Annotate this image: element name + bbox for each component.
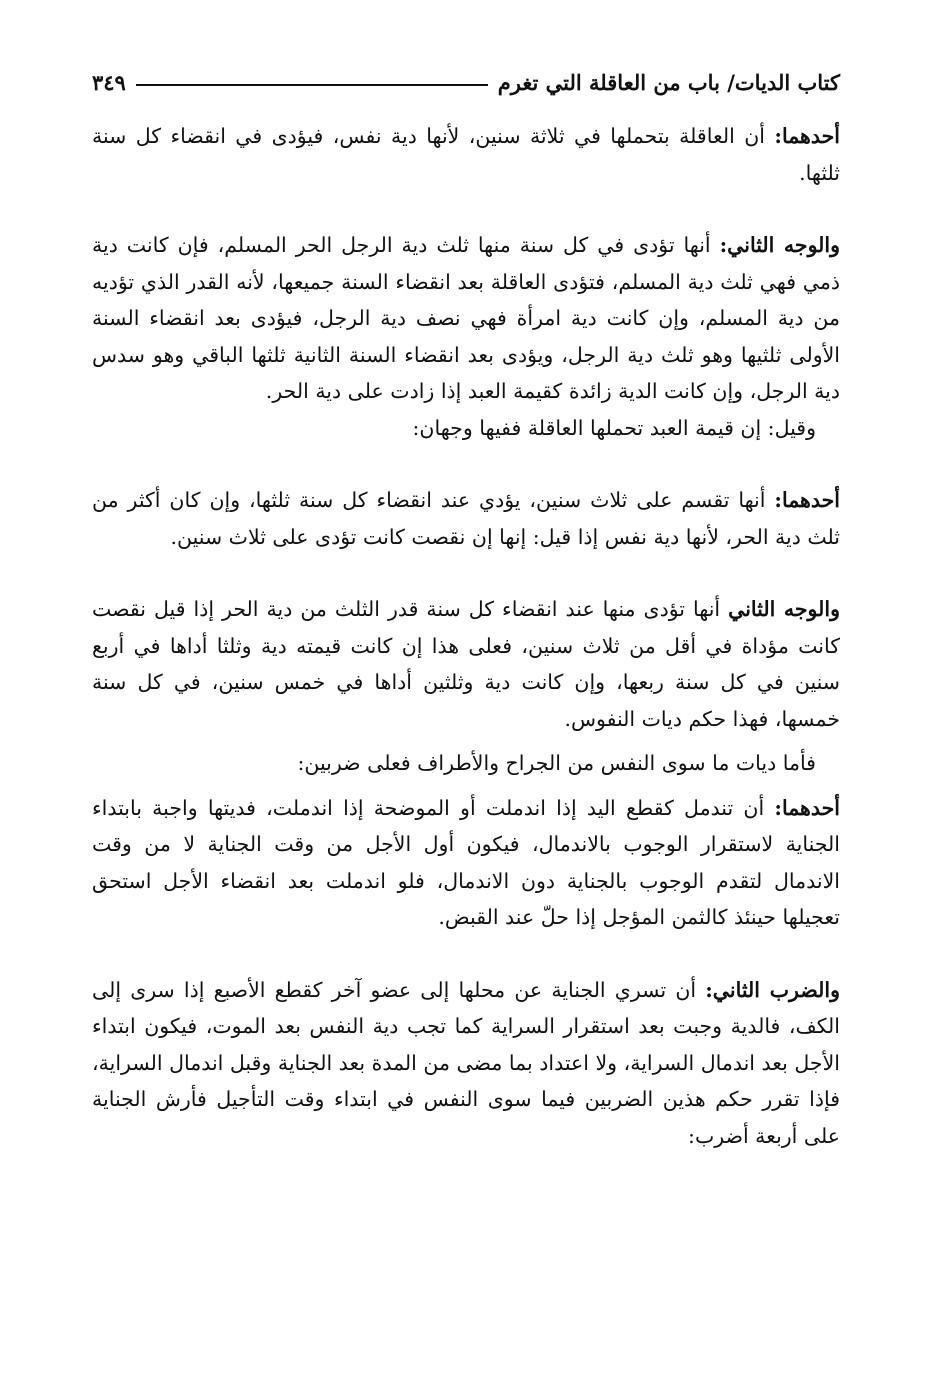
paragraph-text: أن تندمل كقطع اليد إذا اندملت أو الموضحة إذا اندملت، فديتها واجبة بابتداء الجناية لاستقرار الوجوب بالاندمال، فيكون أول الأجل من وقت الجناية لا من وقت الاندمال لتقدم الوجوب بالجناية دون الاندمال، فلو اندملت بعد انقضاء الأجل استحق تعجيلها حينئذ كالثمن المؤجل إذا حلّ عند القبض. [92,795,840,929]
paragraph-text: أن تسري الجناية عن محلها إلى عضو آخر كقطع الأصبع إذا سرى إلى الكف، فالدية وجبت بعد استقرار السراية كما تجب دية النفس بعد الموت، فيكون ابتداء الأجل بعد اندمال السراية، ولا اعتداد بما مضى من المدة بعد الجناية وقبل اندمال السراية، فإذا تقرر حكم هذين الضربين فيما سوى النفس في ابتداء وقت التأجيل فأرش الجناية على أربعة أضرب: [92,977,840,1148]
paragraph-text: أنها تؤدى منها عند انقضاء كل سنة قدر الثلث من دية الحر إذا قيل نقصت كانت مؤداة في أقل من ثلاث سنين، فعلى هذا إن كانت قيمته دية وثلثا أداها في أربع سنين في كل سنة ربعها، وإن كانت دية وثلثين أداها في خمس سنين، في كل سنة خمسها، فهذا حكم ديات النفوس. [92,597,840,731]
running-title: كتاب الديات/ باب من العاقلة التي تغرم [497,69,840,95]
paragraph [92,745,840,782]
paragraph-text: أنها تقسم على ثلاث سنين، يؤدي عند انقضاء كل سنة ثلثها، وإن كان أكثر من ثلث دية الحر، لأنها دية نفس إذا قيل: إنها إن نقصت كانت تؤدى على ثلاث سنين. [92,488,840,549]
header-rule [136,84,488,86]
paragraph-text: أنها تؤدى في كل سنة منها ثلث دية الرجل الحر المسلم، فإن كانت دية ذمي فهي ثلث دية المسلم، فتؤدى العاقلة بعد انقضاء السنة جميعها، لأنه القدر الذي تؤديه من دية المسلم، وإن كانت دية امرأة فهي نصف دية الرجل، فيؤدى بعد انقضاء السنة الأولى ثلثيها وهو ثلث دية الرجل، ويؤدى بعد انقضاء السنة الثانية ثلثها الباقي وهو سدس دية الرجل، وإن كانت الدية زائدة كقيمة العبد إذا زادت على دية الحر. [92,233,840,403]
paragraph-lead: والضرب الثاني: [705,977,840,1002]
paragraph-lead: أحدهما: [774,488,840,512]
body-text [92,118,840,1154]
paragraph-lead: أحدهما: [774,795,840,820]
paragraph-text: فأما ديات ما سوى النفس من الجراح والأطراف فعلى ضربين: [297,751,816,775]
paragraph [92,591,840,737]
paragraph-text: أن العاقلة بتحملها في ثلاثة سنين، لأنها دية نفس، فيؤدى في انقضاء كل سنة ثلثها. [92,124,840,185]
paragraph [92,482,840,555]
paragraph [92,227,840,410]
page-header [92,62,840,102]
paragraph [92,118,840,191]
paragraph-lead: والوجه الثاني [728,597,840,621]
paragraph-text: وقيل: إن قيمة العبد تحملها العاقلة ففيها وجهان: [412,415,816,440]
paragraph [92,972,840,1155]
paragraph-lead: أحدهما: [774,124,840,148]
page-number: ٣٤٩ [92,69,126,95]
paragraph [92,410,840,447]
paragraph-lead: والوجه الثاني: [719,233,840,257]
paragraph [92,790,840,936]
